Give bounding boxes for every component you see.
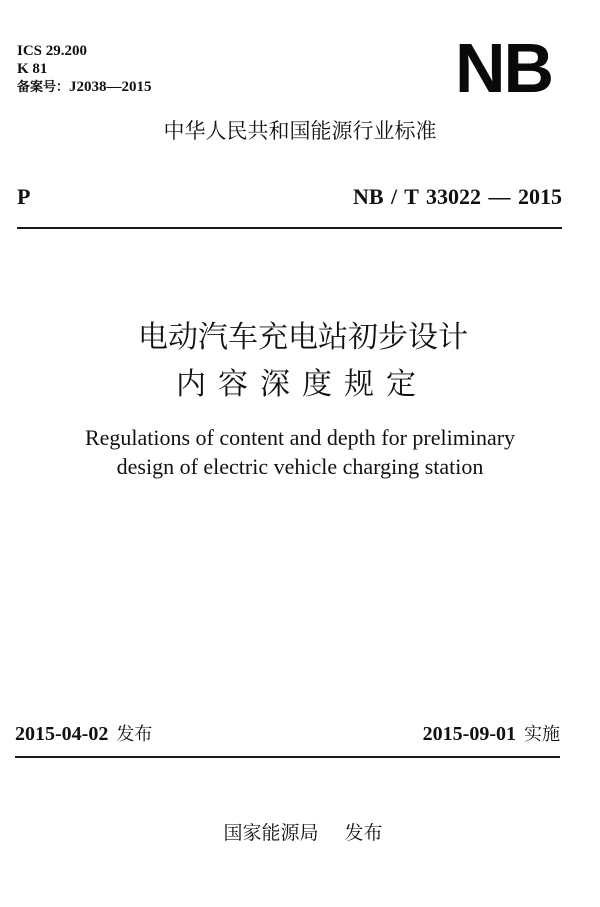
implement-date-line <box>423 721 560 748</box>
publisher-line <box>0 819 600 847</box>
metadata-block <box>17 42 152 97</box>
nb-logo: NB <box>455 29 553 107</box>
publisher-name: 国家能源局 <box>223 822 319 844</box>
issue-date: 2015-04-02 <box>15 723 109 745</box>
ics-code: ICS 29.200 <box>17 43 88 59</box>
title-cn-line2: 内容深度规定 <box>176 367 428 402</box>
record-number: J2038—2015 <box>69 79 152 95</box>
issue-label: 发布 <box>116 724 153 745</box>
implement-label: 实施 <box>524 724 560 745</box>
implement-date: 2015-09-01 <box>422 723 516 745</box>
title-en-line2: design of electric vehicle charging station <box>116 454 484 479</box>
standard-number: NB / T 33022 — 2015 <box>352 184 562 209</box>
bottom-divider <box>15 756 560 758</box>
publish-label: 发布 <box>344 822 383 844</box>
industry-standard-heading: 中华人民共和国能源行业标准 <box>163 119 437 143</box>
ccs-code: K 81 <box>17 61 48 77</box>
classification-code: P <box>17 184 31 209</box>
record-label: 备案号： <box>17 80 70 95</box>
issue-date-line <box>15 721 152 748</box>
title-cn-line1: 电动汽车充电站初步设计 <box>138 320 468 355</box>
top-divider <box>17 227 562 229</box>
record-number-line <box>17 78 152 97</box>
title-en-line1: Regulations of content and depth for preliminary <box>84 425 516 450</box>
